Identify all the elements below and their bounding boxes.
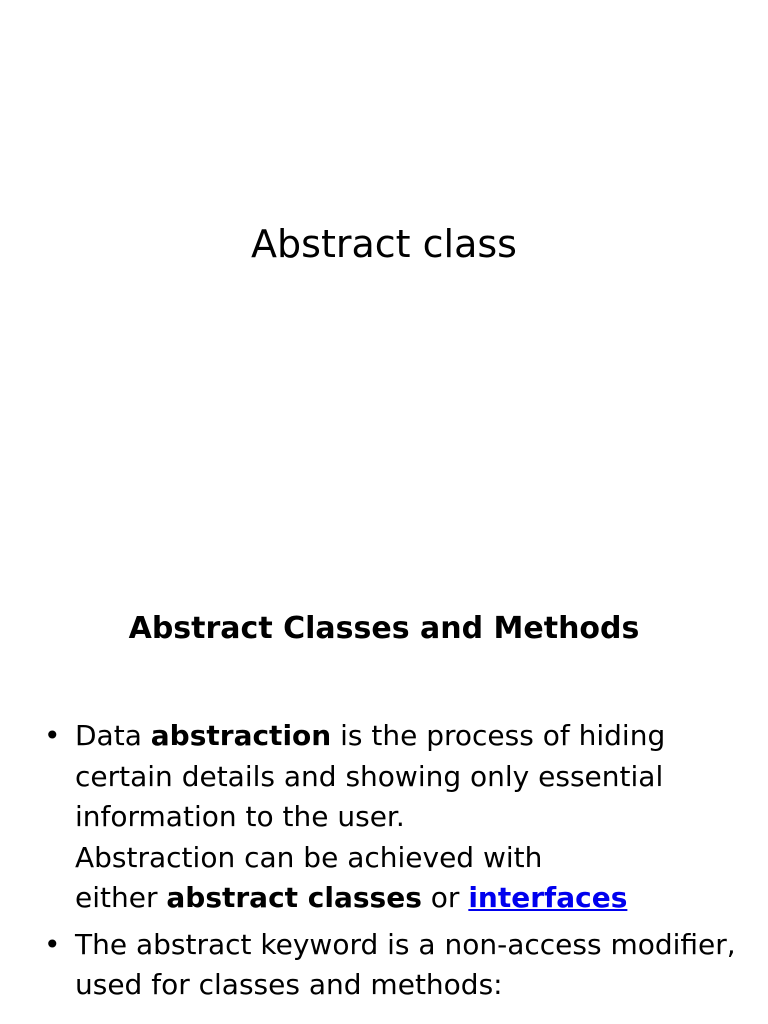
text-segment: either (75, 881, 167, 914)
text-segment: is the process of hiding (331, 719, 666, 752)
slide-title: Abstract class (251, 222, 517, 266)
section-heading: Abstract Classes and Methods (128, 611, 640, 646)
bold-term-abstract-classes: abstract classes (166, 881, 422, 914)
bullet-line: certain details and showing only essential (75, 759, 664, 793)
text-segment: or (421, 881, 469, 914)
text-segment: Data (75, 719, 151, 752)
bullet-item-abstraction (44, 716, 754, 919)
bullet-marker: • (44, 927, 61, 961)
bold-term-abstraction: abstraction (150, 719, 332, 752)
bullet-list (44, 716, 754, 1012)
bullet-line (75, 878, 754, 919)
interfaces-link[interactable]: interfaces (468, 881, 628, 914)
bullet-item-abstract-keyword (44, 925, 754, 1006)
bullet-line: information to the user. (75, 800, 405, 833)
bullet-line: used for classes and methods: (75, 968, 503, 1001)
bullet-marker: • (44, 719, 61, 752)
bullet-line (75, 716, 754, 757)
bullet-line: Abstraction can be achieved with (75, 840, 543, 874)
bullet-line: The abstract keyword is a non-access modifier, (75, 927, 736, 961)
